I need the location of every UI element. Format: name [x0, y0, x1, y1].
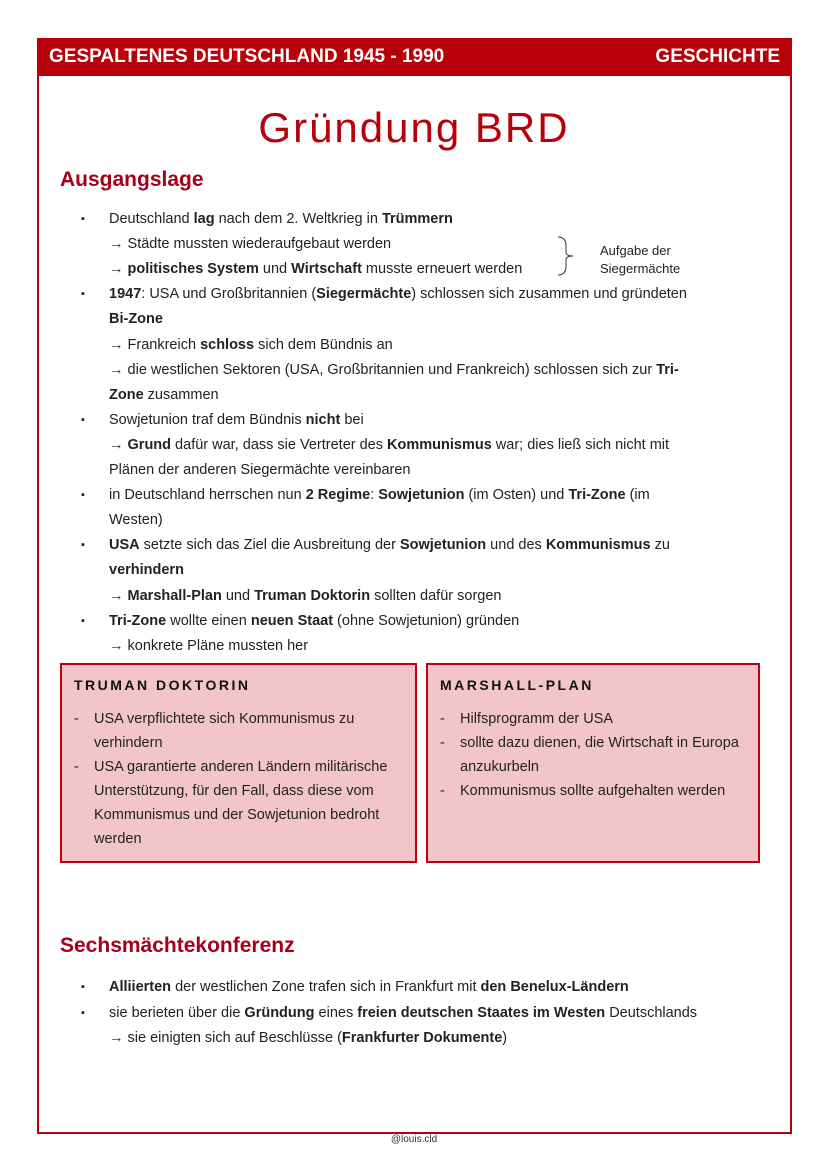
bold-text: neuen Staat [250, 612, 334, 629]
bold-text: USA [109, 537, 140, 554]
bold-text: nicht [305, 411, 341, 428]
page-title: Gründung BRD [258, 104, 570, 151]
bold-text: Bi-Zone [109, 311, 163, 328]
section-heading-sechsmaechtekonferenz: Sechsmächtekonferenz [60, 934, 295, 957]
bullet-continuation [109, 561, 184, 579]
bullet-item [109, 1004, 697, 1022]
brace-note-line2: Siegermächte [600, 261, 681, 276]
text: dafür war, dass sie Vertreter des [171, 436, 388, 453]
marshall-plan-box [426, 663, 760, 863]
box-item: - Hilfsprogramm der USA [440, 707, 740, 731]
text: → [109, 436, 128, 453]
text: sie berieten über die [109, 1004, 245, 1021]
brace-note-line1: Aufgabe der [600, 243, 671, 258]
text: bei [340, 411, 364, 428]
text: zu [650, 537, 670, 554]
text: und [258, 261, 292, 278]
box-item: - USA garantierte anderen Ländern militärische Unterstützung, für den Fall, dass diese vom Kommunismus und der Sowjetunion bedroht werden [74, 755, 397, 851]
bullet-continuation [109, 310, 163, 328]
box-title: MARSHALL-PLAN [440, 677, 594, 693]
footer-credit: @louis.cld [390, 1134, 438, 1145]
bold-text: Tri- [656, 361, 679, 378]
text: → [109, 587, 128, 604]
bold-text: den Benelux-Ländern [480, 979, 629, 995]
bold-text: Kommunismus [387, 436, 492, 453]
box-title: TRUMAN DOKTORIN [74, 677, 251, 693]
bold-text: Tri-Zone [568, 487, 626, 504]
bullet-continuation [109, 461, 410, 479]
bold-text: Kommunismus [545, 537, 651, 554]
text: musste erneuert werden [361, 261, 523, 278]
bold-text: Marshall-Plan [127, 587, 222, 604]
bullet-continuation [109, 361, 679, 379]
bold-text: Wirtschaft [291, 261, 362, 278]
bold-text: Siegermächte [316, 286, 412, 303]
bold-text: Tri-Zone [109, 612, 167, 629]
text: sollten dafür sorgen [370, 587, 502, 604]
header-topic: GESPALTENES DEUTSCHLAND 1945 - 1990 [49, 46, 445, 67]
bullet-item [109, 411, 364, 429]
box-item: - Kommunismus sollte aufgehalten werden [440, 779, 740, 803]
text: → sie einigten sich auf Beschlüsse ( [109, 1030, 342, 1046]
text: Westen) [109, 512, 163, 529]
bold-text: 1947 [109, 286, 142, 303]
box-item: - USA verpflichtete sich Kommunismus zu verhindern [74, 707, 397, 755]
text: Deutschland [109, 211, 194, 227]
text: und des [486, 537, 546, 554]
text: war; dies ließ sich nicht mit [491, 436, 670, 453]
bold-text: Sowjetunion [399, 537, 487, 554]
bold-text: lag [193, 211, 215, 227]
truman-doktorin-box [60, 663, 417, 863]
bullet-item [109, 536, 670, 554]
bold-text: Truman Doktorin [254, 587, 371, 604]
text: in Deutschland herrschen nun [109, 487, 306, 504]
text: Deutschlands [605, 1004, 698, 1021]
bold-text: Alliierten [109, 979, 172, 995]
text: ) schlossen sich zusammen und gründeten [411, 286, 687, 303]
text: (ohne Sowjetunion) gründen [333, 612, 520, 629]
section-heading-ausgangslage: Ausgangslage [60, 168, 204, 191]
text: ) [502, 1030, 508, 1046]
text: wollte einen [166, 612, 251, 629]
bullet-continuation [109, 235, 391, 253]
box-item: - sollte dazu dienen, die Wirtschaft in Europa anzukurbeln [440, 731, 740, 779]
text: und [221, 587, 255, 604]
text: nach dem 2. Weltkrieg in [214, 211, 382, 227]
text: (im Osten) und [464, 487, 569, 504]
brace-icon [556, 236, 576, 276]
bold-text: politisches System [127, 261, 259, 278]
bullet-continuation [109, 260, 522, 278]
bullet-continuation [109, 587, 501, 605]
bold-text: Grund [127, 436, 172, 453]
bold-text: Trümmern [381, 211, 453, 227]
text: : USA und Großbritannien ( [141, 286, 317, 303]
bullet-item [109, 210, 453, 228]
text: eines [314, 1004, 358, 1021]
bold-text: schloss [200, 336, 255, 353]
bold-text: verhindern [109, 562, 184, 579]
bold-text: freien deutschen Staates im Westen [357, 1004, 606, 1021]
text: → Städte mussten wiederaufgebaut werden [109, 236, 392, 253]
text: Plänen der anderen Siegermächte vereinbaren [109, 462, 411, 478]
text: zusammen [143, 386, 219, 403]
text: : [370, 487, 379, 504]
bold-text: Sowjetunion [378, 487, 465, 504]
header-subject: GESCHICHTE [655, 46, 780, 67]
bullet-continuation [109, 637, 308, 655]
bullet-continuation [109, 1029, 507, 1047]
text: (im [625, 487, 650, 504]
bold-text: Gründung [244, 1004, 315, 1021]
bullet-item [109, 285, 687, 303]
bold-text: 2 Regime [305, 487, 371, 504]
text: setzte sich das Ziel die Ausbreitung der [139, 537, 400, 554]
bullet-continuation [109, 336, 393, 354]
text: der westlichen Zone trafen sich in Frankfurt mit [171, 979, 481, 995]
bullet-item [109, 612, 519, 630]
text: → [109, 261, 128, 278]
bold-text: Zone [109, 386, 144, 403]
bold-text: Frankfurter Dokumente [341, 1030, 503, 1046]
text: sich dem Bündnis an [254, 336, 393, 353]
text: → konkrete Pläne mussten her [109, 637, 309, 654]
bullet-continuation [109, 436, 669, 454]
bullet-item [109, 486, 650, 504]
text: → die westlichen Sektoren (USA, Großbritannien und Frankreich) schlossen sich zur [109, 361, 657, 378]
header-bar [37, 38, 792, 76]
bullet-continuation [109, 386, 219, 404]
text: Sowjetunion traf dem Bündnis [109, 411, 306, 428]
bullet-item [109, 978, 629, 996]
bullet-continuation [109, 511, 163, 529]
text: → Frankreich [109, 336, 201, 353]
